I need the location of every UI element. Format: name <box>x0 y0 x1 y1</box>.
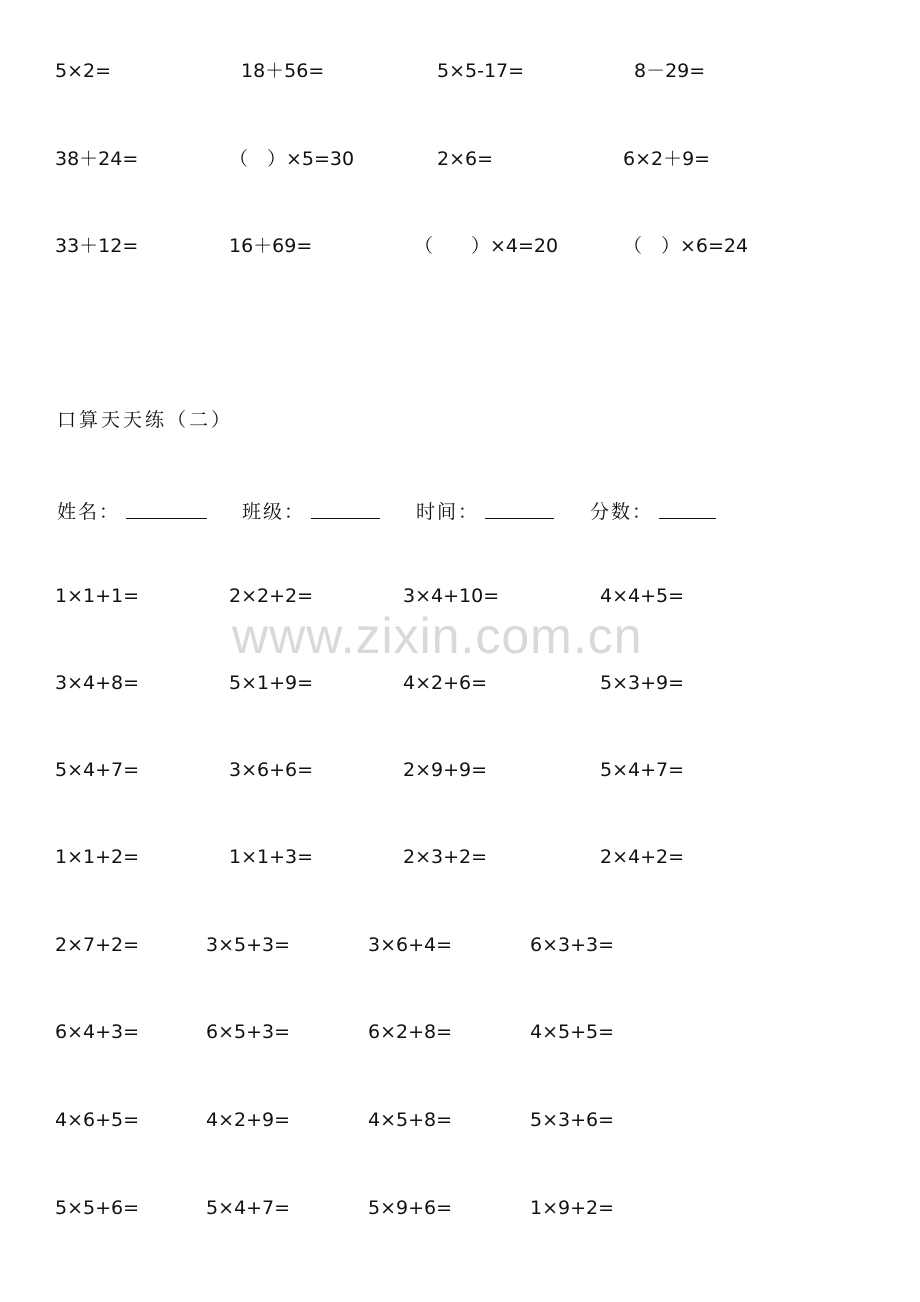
problem-a1-4: 4×4+5= <box>600 585 685 607</box>
problem-a6-2: 6×5+3= <box>206 1021 291 1043</box>
problem-a7-4: 5×3+6= <box>530 1109 615 1131</box>
problem-a5-3: 3×6+4= <box>368 934 453 956</box>
problem-2-4: 6×2＋9= <box>623 148 711 170</box>
problem-2-3: 2×6= <box>437 148 494 170</box>
problem-a1-2: 2×2+2= <box>229 585 314 607</box>
problem-a8-3: 5×9+6= <box>368 1197 453 1219</box>
problem-a8-1: 5×5+6= <box>55 1197 140 1219</box>
name-blank[interactable] <box>126 518 207 519</box>
problem-a2-1: 3×4+8= <box>55 672 140 694</box>
problem-a8-4: 1×9+2= <box>530 1197 615 1219</box>
problem-a4-1: 1×1+2= <box>55 846 140 868</box>
problem-a1-1: 1×1+1= <box>55 585 140 607</box>
class-label: 班级： <box>242 501 306 523</box>
problem-2-2: （ ）×5=30 <box>229 148 355 170</box>
problem-a2-3: 4×2+6= <box>403 672 488 694</box>
time-blank[interactable] <box>485 518 554 519</box>
problem-2-1: 38＋24= <box>55 148 139 170</box>
problem-a6-4: 4×5+5= <box>530 1021 615 1043</box>
problem-a2-2: 5×1+9= <box>229 672 314 694</box>
problem-a5-4: 6×3+3= <box>530 934 615 956</box>
problem-3-4: （ ）×6=24 <box>623 235 749 257</box>
problem-3-1: 33＋12= <box>55 235 139 257</box>
problem-a5-2: 3×5+3= <box>206 934 291 956</box>
time-label: 时间： <box>416 501 480 523</box>
problem-a4-4: 2×4+2= <box>600 846 685 868</box>
problem-a3-4: 5×4+7= <box>600 759 685 781</box>
problem-1-2: 18＋56= <box>241 60 325 82</box>
class-blank[interactable] <box>311 518 380 519</box>
problem-a6-3: 6×2+8= <box>368 1021 453 1043</box>
problem-a4-3: 2×3+2= <box>403 846 488 868</box>
problem-a3-3: 2×9+9= <box>403 759 488 781</box>
name-label: 姓名： <box>57 501 121 523</box>
problem-a5-1: 2×7+2= <box>55 934 140 956</box>
score-label: 分数： <box>590 501 654 523</box>
score-blank[interactable] <box>659 518 716 519</box>
problem-1-3: 5×5-17= <box>437 60 525 82</box>
problem-a6-1: 6×4+3= <box>55 1021 140 1043</box>
watermark-text: www.zixin.com.cn <box>232 608 643 664</box>
section-title: 口算天天练（二） <box>57 409 234 431</box>
problem-a7-3: 4×5+8= <box>368 1109 453 1131</box>
problem-a1-3: 3×4+10= <box>403 585 500 607</box>
problem-a7-2: 4×2+9= <box>206 1109 291 1131</box>
problem-a3-1: 5×4+7= <box>55 759 140 781</box>
problem-3-2: 16＋69= <box>229 235 313 257</box>
problem-1-1: 5×2= <box>55 60 112 82</box>
problem-a4-2: 1×1+3= <box>229 846 314 868</box>
problem-1-4: 8－29= <box>634 60 706 82</box>
problem-a3-2: 3×6+6= <box>229 759 314 781</box>
problem-a7-1: 4×6+5= <box>55 1109 140 1131</box>
problem-3-3: （ ）×4=20 <box>414 235 559 257</box>
problem-a2-4: 5×3+9= <box>600 672 685 694</box>
problem-a8-2: 5×4+7= <box>206 1197 291 1219</box>
